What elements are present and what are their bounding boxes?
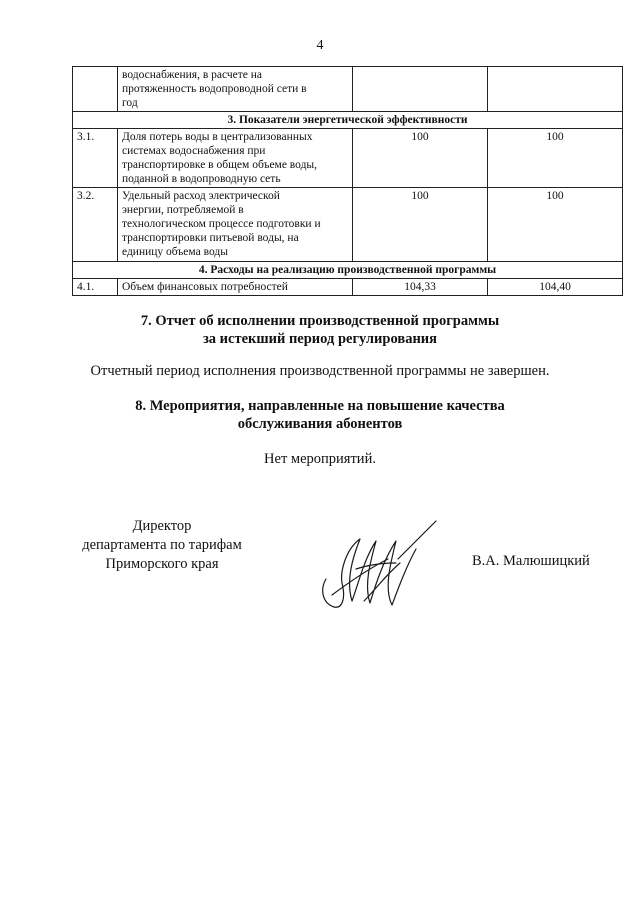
row-description: Объем финансовых потребностей — [118, 279, 353, 296]
section-8-heading: 8. Мероприятия, направленные на повышение качества обслуживания абонентов — [135, 398, 505, 432]
section-8-text: Нет мероприятий. — [264, 451, 376, 467]
section-3-title: 3. Показатели энергетической эффективности — [73, 112, 623, 129]
row-description: Удельный расход электрической энергии, потребляемой в технологическом процессе подготовки и транспортировки питьевой воды, на единицу объема воды — [118, 188, 353, 262]
row-description: Доля потерь воды в централизованных системах водоснабжения при транспортировке в общем объеме воды, поданной в водопроводную сеть — [118, 129, 353, 188]
row-number — [73, 67, 118, 112]
row-number: 3.2. — [73, 188, 118, 262]
section-row — [73, 262, 623, 279]
signer-role: Директор департамента по тарифам Приморского края — [82, 518, 242, 572]
signer-name: В.А. Малюшицкий — [472, 553, 590, 569]
row-value-1: 104,33 — [353, 279, 488, 296]
row-value-2 — [488, 67, 623, 112]
table-row — [73, 129, 623, 188]
row-number: 3.1. — [73, 129, 118, 188]
section-7-heading: 7. Отчет об исполнении производственной программы за истекший период регулирования — [140, 313, 500, 347]
table-row — [73, 67, 623, 112]
section-4-title: 4. Расходы на реализацию производственной программы — [73, 262, 623, 279]
table-row — [73, 188, 623, 262]
row-value-1 — [353, 67, 488, 112]
table-row — [73, 279, 623, 296]
handwritten-signature — [312, 519, 442, 611]
row-value-1: 100 — [353, 129, 488, 188]
row-value-2: 100 — [488, 129, 623, 188]
row-value-2: 104,40 — [488, 279, 623, 296]
row-value-2: 100 — [488, 188, 623, 262]
section-row — [73, 112, 623, 129]
row-description: водоснабжения, в расчете на протяженность водопроводной сети в год — [118, 67, 353, 112]
row-value-1: 100 — [353, 188, 488, 262]
page-number: 4 — [316, 38, 324, 53]
indicators-table — [72, 66, 623, 296]
row-number: 4.1. — [73, 279, 118, 296]
section-7-text: Отчетный период исполнения производственной программы не завершен. — [90, 363, 550, 379]
